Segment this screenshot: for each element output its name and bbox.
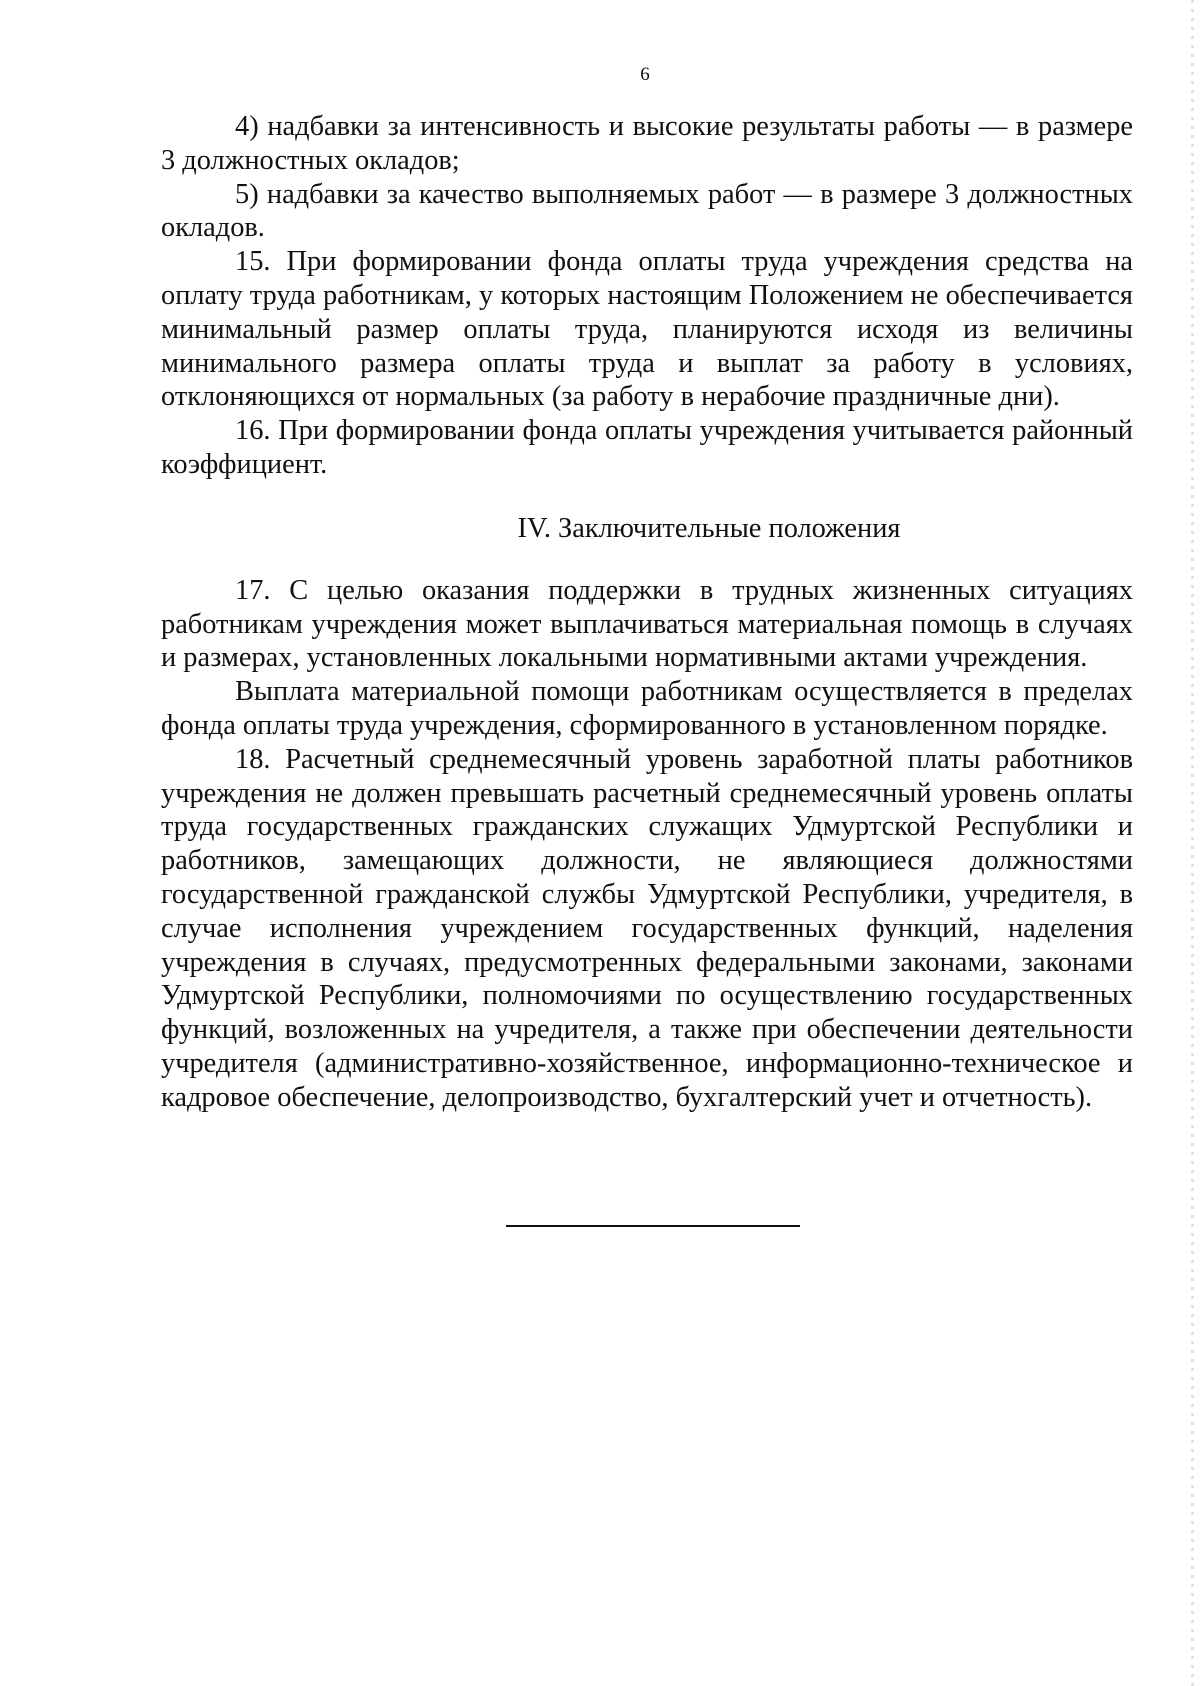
paragraph-material-aid-payment: Выплата материальной помощи работникам осуществляется в пределах фонда оплаты труда учреждения, сформированного в установленном порядке. [161, 676, 1133, 741]
scan-edge-artifact [1191, 0, 1194, 1686]
section-heading: IV. Заключительные положения [517, 512, 901, 544]
page-number: 6 [640, 64, 650, 85]
paragraph-clause-15: 15. При формировании фонда оплаты труда учреждения средства на оплату труда работникам, у которых настоящим Положением не обеспечивается минимальный размер оплаты труда, планируются исходя из величины минимального размера оплаты труда и выплат за работу в условиях, отклоняющихся от нормальных (за работу в нерабочие праздничные дни). [161, 246, 1133, 413]
paragraph-item-5-bonus-quality: 5) надбавки за качество выполняемых работ — в размере 3 должностных окладов. [161, 178, 1133, 244]
paragraph-clause-16: 16. При формировании фонда оплаты учреждения учитывается районный коэффициент. [161, 415, 1133, 480]
document-body [161, 110, 1133, 1115]
paragraph-clause-18: 18. Расчетный среднемесячный уровень заработной платы работников учреждения не должен превышать расчетный среднемесячный уровень оплаты труда государственных гражданских служащих Удмуртской Республики и работников, замещающих должности, не являющиеся должностями государственной гражданской службы Удмуртской Республики, учредителя, в случае исполнения учреждением государственных функций, наделения учреждения в случаях, предусмотренных федеральными законами, законами Удмуртской Республики, полномочиями по осуществлению государственных функций, возложенных на учредителя, а также при обеспечении деятельности учредителя (административно-хозяйственное, информационно-техническое и кадровое обеспечение, делопроизводство, бухгалтерский учет и отчетность). [161, 743, 1133, 1113]
paragraph-item-4-bonus-intensity: 4) надбавки за интенсивность и высокие результаты работы — в размере 3 должностных окладов; [161, 111, 1133, 176]
paragraph-clause-17: 17. С целью оказания поддержки в трудных жизненных ситуациях работникам учреждения может выплачиваться материальная помощь в случаях и размерах, установленных локальными нормативными актами учреждения. [161, 574, 1133, 674]
closing-divider-line [506, 1225, 800, 1227]
